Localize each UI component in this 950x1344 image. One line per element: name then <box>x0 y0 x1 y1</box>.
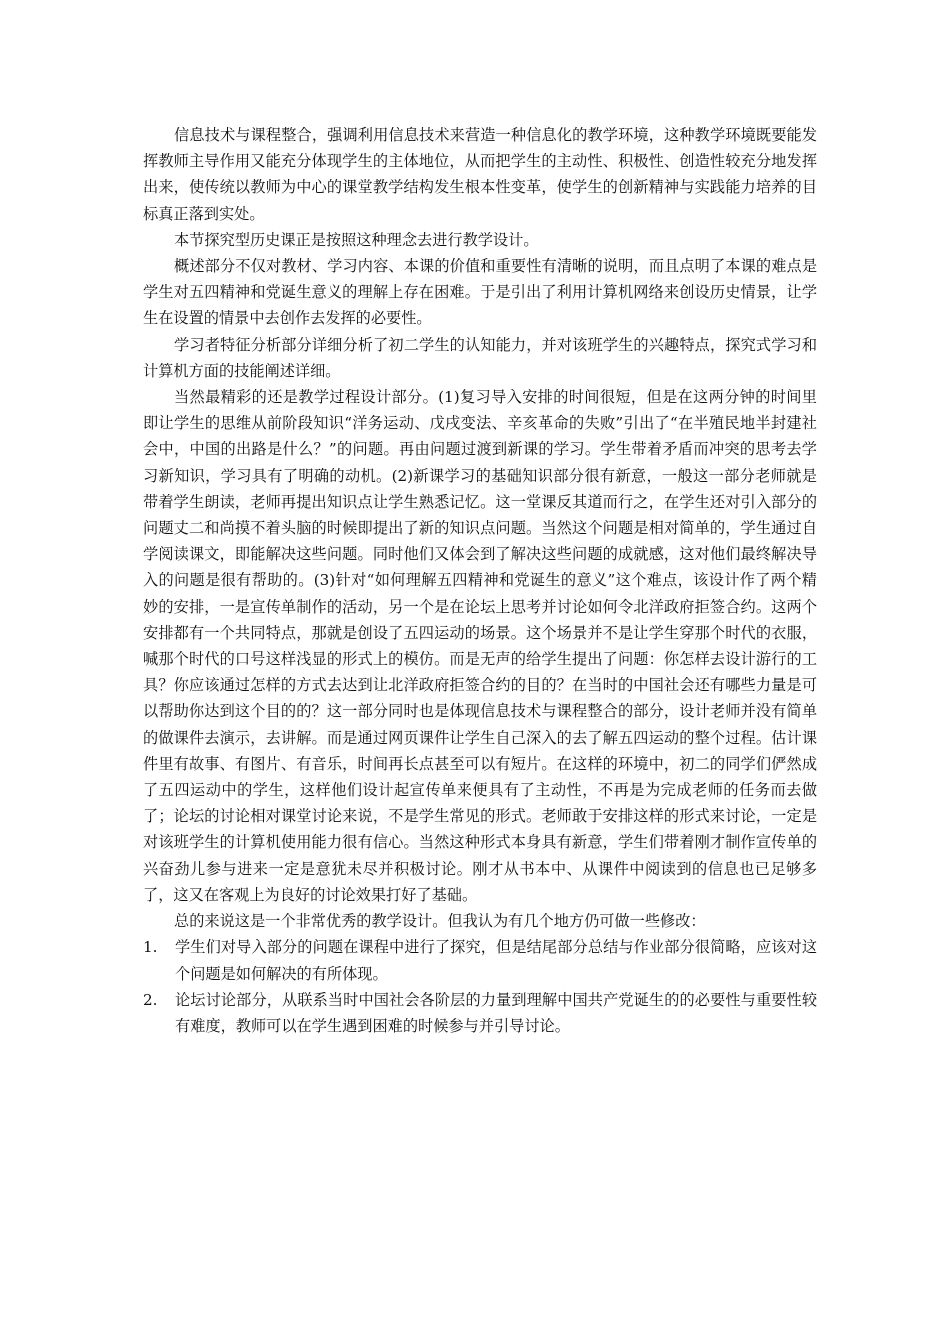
document-body <box>143 122 817 1039</box>
paragraph-learner-analysis: 学习者特征分析部分详细分析了初二学生的认知能力，并对该班学生的兴趣特点，探究式学习和计算机方面的技能阐述详细。 <box>143 335 817 380</box>
paragraph-integration-intro: 信息技术与课程整合，强调利用信息技术来营造一种信息化的教学环境，这种教学环境既要能发挥教师主导作用又能充分体现学生的主体地位，从而把学生的主动性、积极性、创造性较充分地发挥出来，使传统以教师为中心的课堂教学结构发生根本性变革，使学生的创新精神与实践能力培养的目标真正落到实处。 <box>143 126 817 223</box>
list-item-2 <box>143 987 817 1039</box>
paragraph-overview: 概述部分不仅对教材、学习内容、本课的价值和重要性有清晰的说明，而且点明了本课的难点是学生对五四精神和党诞生意义的理解上存在困难。于是引出了利用计算机网络来创设历史情景，让学生在设置的情景中去创作去发挥的必要性。 <box>143 257 817 328</box>
paragraph-lesson-design: 本节探究型历史课正是按照这种理念去进行教学设计。 <box>174 230 539 249</box>
list-number: 2. <box>143 990 158 1009</box>
list-item-1 <box>143 934 817 986</box>
list-item-text: 学生们对导入部分的问题在课程中进行了探究，但是结尾部分总结与作业部分很简略，应该对这个问题是如何解决的有所体现。 <box>175 938 817 983</box>
paragraph-summary: 总的来说这是一个非常优秀的教学设计。但我认为有几个地方仍可做一些修改： <box>174 912 706 931</box>
paragraph-teaching-process: 当然最精彩的还是教学过程设计部分。(1)复习导入安排的时间很短，但是在这两分钟的时间里即让学生的思维从前阶段知识“洋务运动、戊戌变法、辛亥革命的失败”引出了“在半殖民地半封建社会中，中国的出路是什么？”的问题。再由问题过渡到新课的学习。学生带着矛盾而冲突的思考去学习新知识，学习具有了明确的动机。(2)新课学习的基础知识部分很有新意，一般这一部分老师就是带着学生朗读，老师再提出知识点让学生熟悉记忆。这一堂课反其道而行之，在学生还对引入部分的问题丈二和尚摸不着头脑的时候即提出了新的知识点问题。当然这个问题是相对简单的，学生通过自学阅读课文，即能解决这些问题。同时他们又体会到了解决这些问题的成就感，这对他们最终解决导入的问题是很有帮助的。(3)针对“如何理解五四精神和党诞生的意义”这个难点，该设计作了两个精妙的安排，一是宣传单制作的活动，另一个是在论坛上思考并讨论如何令北洋政府拒签合约。这两个安排都有一个共同特点，那就是创设了五四运动的场景。这个场景并不是让学生穿那个时代的衣服，喊那个时代的口号这样浅显的形式上的模仿。而是无声的给学生提出了问题：你怎样去设计游行的工具？你应该通过怎样的方式去达到让北洋政府拒签合约的目的？在当时的中国社会还有哪些力量是可以帮助你达到这个目的的？这一部分同时也是体现信息技术与课程整合的部分，设计老师并没有简单的做课件去演示，去讲解。而是通过网页课件让学生自己深入的去了解五四运动的整个过程。估计课件里有故事、有图片、有音乐，时间再长点甚至可以有短片。在这样的环境中，初二的同学们俨然成了五四运动中的学生，这样他们设计起宣传单来便具有了主动性，不再是为完成老师的任务而去做了；论坛的讨论相对课堂讨论来说，不是学生常见的形式。老师敢于安排这样的形式来讨论，一定是对该班学生的计算机使用能力很有信心。当然这种形式本身具有新意，学生们带着刚才制作宣传单的兴奋劲儿参与进来一定是意犹未尽并积极讨论。刚才从书本中、从课件中阅读到的信息也已足够多了，这又在客观上为良好的讨论效果打好了基础。 <box>143 388 817 904</box>
list-number: 1. <box>143 938 158 957</box>
list-item-text: 论坛讨论部分，从联系当时中国社会各阶层的力量到理解中国共产党诞生的的必要性与重要性较有难度，教师可以在学生遇到困难的时候参与并引导讨论。 <box>175 990 817 1035</box>
